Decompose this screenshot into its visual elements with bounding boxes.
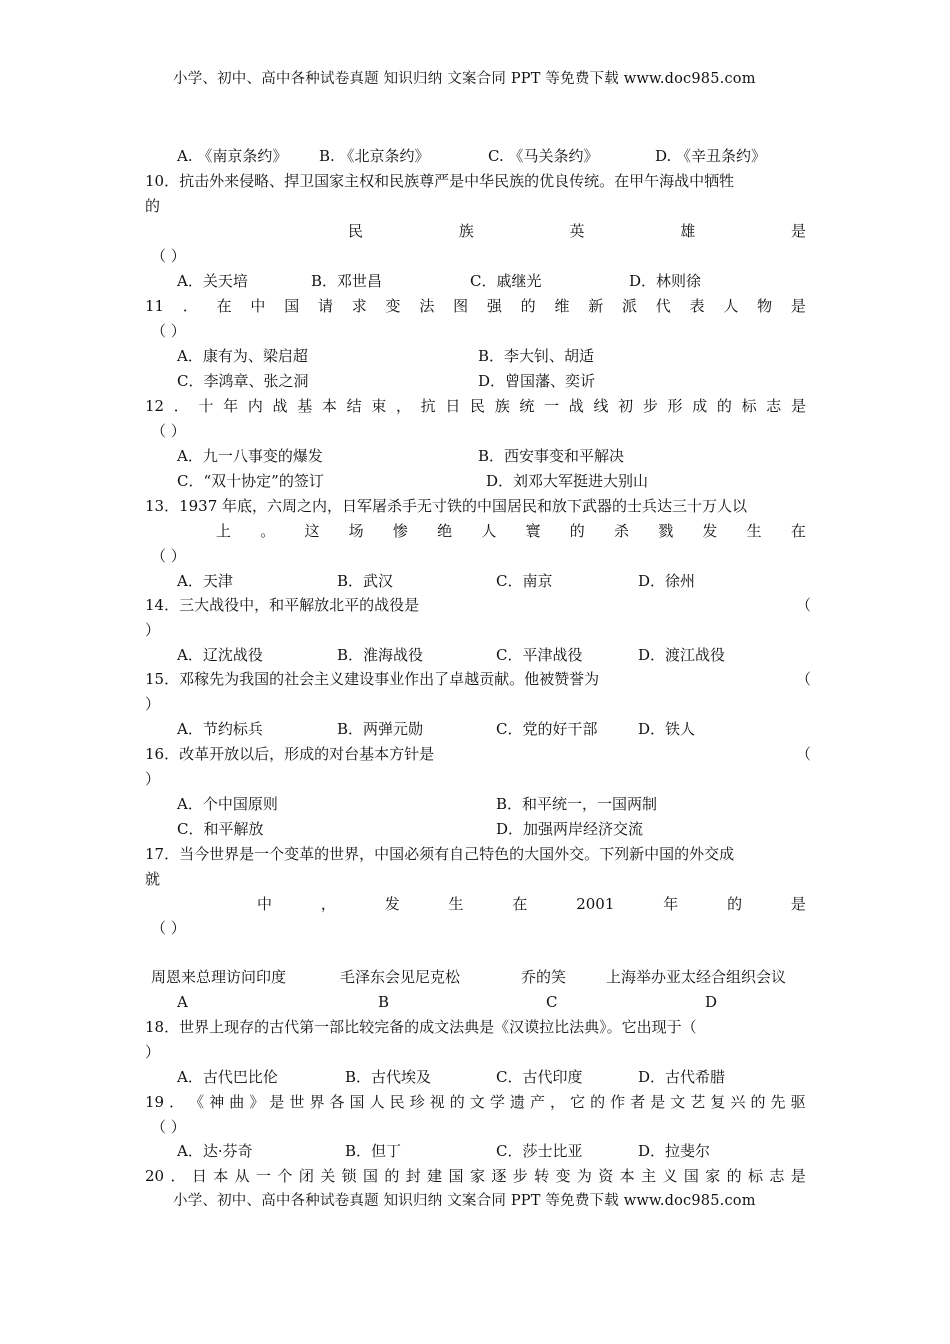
- spread-char: 表: [689, 297, 705, 315]
- spread-char: 产: [529, 1093, 545, 1111]
- q17-caption-b: 毛泽东会见尼克松: [340, 968, 461, 986]
- spread-char: 驱: [790, 1093, 806, 1111]
- spread-char: 在: [790, 522, 806, 540]
- q14-paren-close: ）: [145, 621, 161, 639]
- spread-char: 年: [663, 895, 679, 913]
- q13-answer-paren: （ ）: [151, 547, 186, 565]
- spread-char: 的: [716, 397, 732, 415]
- spread-char: 闭: [298, 1167, 314, 1185]
- spread-char: 从: [234, 1167, 250, 1185]
- q16-option-a: A．个中国原则: [177, 795, 278, 813]
- q12-stem: [145, 397, 806, 415]
- q11-option-a: A．康有为、梁启超: [177, 347, 308, 365]
- spread-char: 家: [469, 1167, 485, 1185]
- spread-char: 变: [555, 1167, 571, 1185]
- spread-char: 标: [748, 1167, 764, 1185]
- spread-char: 的: [727, 895, 743, 913]
- spread-char: 》: [249, 1093, 265, 1111]
- q11-stem: [145, 297, 806, 315]
- spread-char: 战: [272, 397, 288, 415]
- spread-char: ．: [170, 1167, 186, 1185]
- spread-char: ．: [169, 1093, 185, 1111]
- q16-stem: 16．改革开放以后，形成的对台基本方针是: [145, 745, 435, 763]
- spread-char: 逐: [491, 1167, 507, 1185]
- spread-char: 资: [598, 1167, 614, 1185]
- q17-caption-c: 乔的笑: [521, 968, 567, 986]
- q19-option-b: B．但丁: [345, 1142, 402, 1160]
- q9-option-d: D. 《辛丑条约》: [655, 147, 767, 165]
- q18-option-a: A．古代巴比伦: [177, 1068, 278, 1086]
- q12-option-a: A．九一八事变的爆发: [177, 447, 323, 465]
- spread-char: 作: [610, 1093, 626, 1111]
- spread-char: 兴: [730, 1093, 746, 1111]
- spread-char: 民: [348, 222, 364, 240]
- spread-char: 请: [317, 297, 333, 315]
- spread-char: 统: [519, 397, 535, 415]
- spread-char: 神: [209, 1093, 225, 1111]
- spread-char: 19: [145, 1093, 165, 1111]
- spread-char: 抗: [420, 397, 436, 415]
- spread-char: 各: [329, 1093, 345, 1111]
- spread-char: 2001: [576, 895, 615, 913]
- spread-char: 结: [346, 397, 362, 415]
- spread-char: 文: [469, 1093, 485, 1111]
- q17-letter-b: B: [378, 993, 390, 1011]
- spread-char: 是: [790, 1167, 806, 1185]
- q12-option-d: D．刘邓大军挺进大别山: [486, 472, 649, 490]
- spread-char: 转: [534, 1167, 550, 1185]
- q19-option-a: A．达·芬奇: [177, 1142, 253, 1160]
- q13-option-b: B．武汉: [337, 572, 394, 590]
- q10-option-d: D．林则徐: [629, 272, 702, 290]
- spread-char: 家: [705, 1167, 721, 1185]
- spread-char: 民: [470, 397, 486, 415]
- spread-char: 它: [570, 1093, 586, 1111]
- spread-char: ．: [182, 297, 198, 315]
- spread-char: 束: [371, 397, 387, 415]
- q14-option-d: D．渡江战役: [638, 646, 726, 664]
- q15-paren-close: ）: [145, 695, 161, 713]
- q17-letter-a: A: [177, 993, 188, 1011]
- q10-answer-paren: （ ）: [151, 247, 186, 265]
- q10-stem-line2: 的: [145, 197, 161, 215]
- spread-char: 内: [247, 397, 263, 415]
- spread-char: 国: [448, 1167, 464, 1185]
- q16-option-c: C．和平解放: [177, 820, 264, 838]
- q17-stem-line3: [257, 895, 806, 913]
- q14-option-b: B．淮海战役: [337, 646, 424, 664]
- spread-char: ，: [320, 895, 336, 913]
- q19-option-c: C．莎士比亚: [496, 1142, 583, 1160]
- spread-char: 国: [284, 297, 300, 315]
- spread-char: 图: [453, 297, 469, 315]
- spread-char: ，: [395, 397, 411, 415]
- spread-char: 步: [512, 1167, 528, 1185]
- spread-char: 族: [494, 397, 510, 415]
- q18-stem: 18．世界上现存的古代第一部比较完备的成文法典是《汉谟拉比法典》。它出现于（: [145, 1018, 697, 1036]
- spread-char: 学: [489, 1093, 505, 1111]
- q17-caption-a: 周恩来总理访问印度: [151, 968, 287, 986]
- spread-char: 的: [449, 1093, 465, 1111]
- spread-char: 志: [766, 397, 782, 415]
- spread-char: 这: [304, 522, 320, 540]
- spread-char: 新: [588, 297, 604, 315]
- q14-stem: 14．三大战役中，和平解放北平的战役是: [145, 596, 420, 614]
- q15-paren-open: （: [796, 670, 812, 688]
- spread-char: 关: [320, 1167, 336, 1185]
- q10-stem-line1: 10．抗击外来侵略、捍卫国家主权和民族尊严是中华民族的优良传统。在甲午海战中牺牲: [145, 172, 735, 190]
- spread-char: 标: [741, 397, 757, 415]
- q15-option-b: B．两弹元勋: [337, 720, 424, 738]
- q11-option-d: D．曾国藩、奕䜣: [478, 372, 596, 390]
- spread-char: 代: [655, 297, 671, 315]
- spread-char: 先: [770, 1093, 786, 1111]
- spread-char: 是: [790, 397, 806, 415]
- spread-char: 求: [351, 297, 367, 315]
- spread-char: 中: [250, 297, 266, 315]
- spread-char: 生: [746, 522, 762, 540]
- spread-char: 20: [145, 1167, 165, 1185]
- spread-char: 发: [384, 895, 400, 913]
- q17-stem-line2: 就: [145, 870, 161, 888]
- spread-char: 强: [486, 297, 502, 315]
- spread-char: 战: [568, 397, 584, 415]
- spread-char: 民: [389, 1093, 405, 1111]
- q13-option-d: D．徐州: [638, 572, 696, 590]
- spread-char: 成: [692, 397, 708, 415]
- spread-char: 基: [297, 397, 313, 415]
- spread-char: 主: [641, 1167, 657, 1185]
- q16-option-d: D．加强两岸经济交流: [496, 820, 644, 838]
- q14-paren-open: （: [796, 596, 812, 614]
- spread-char: 为: [576, 1167, 592, 1185]
- q10-option-b: B．邓世昌: [311, 272, 383, 290]
- page-footer: 小学、初中、高中各种试卷真题 知识归纳 文案合同 PPT 等免费下载 www.doc985.com: [173, 1193, 756, 1209]
- spread-char: 文: [670, 1093, 686, 1111]
- q18-paren-close: ）: [145, 1043, 161, 1061]
- q13-option-a: A．天津: [177, 572, 233, 590]
- q15-stem: 15．邓稼先为我国的社会主义建设事业作出了卓越贡献。他被赞誉为: [145, 670, 600, 688]
- spread-char: 的: [569, 522, 585, 540]
- spread-char: 界: [309, 1093, 325, 1111]
- q13-option-c: C．南京: [496, 572, 553, 590]
- spread-char: 变: [385, 297, 401, 315]
- q15-option-c: C．党的好干部: [496, 720, 598, 738]
- spread-char: 英: [569, 222, 585, 240]
- spread-char: 本: [213, 1167, 229, 1185]
- spread-char: 维: [554, 297, 570, 315]
- spread-char: 11: [145, 297, 165, 315]
- spread-char: 物: [757, 297, 773, 315]
- spread-char: 人: [481, 522, 497, 540]
- q19-answer-paren: （ ）: [151, 1118, 186, 1136]
- spread-char: 者: [630, 1093, 646, 1111]
- spread-char: 本: [619, 1167, 635, 1185]
- spread-char: 国: [362, 1167, 378, 1185]
- spread-char: 上: [216, 522, 232, 540]
- spread-char: 生: [448, 895, 464, 913]
- q12-option-c: C．“双十协定”的签订: [177, 472, 324, 490]
- q14-option-c: C．平津战役: [496, 646, 583, 664]
- spread-char: 世: [289, 1093, 305, 1111]
- spread-char: 遗: [509, 1093, 525, 1111]
- spread-char: 雄: [680, 222, 696, 240]
- page-header: 小学、初中、高中各种试卷真题 知识归纳 文案合同 PPT 等免费下载 www.doc985.com: [173, 71, 756, 87]
- q10-option-a: A．关天培: [177, 272, 248, 290]
- q18-option-c: C．古代印度: [496, 1068, 583, 1086]
- spread-char: ．: [173, 397, 189, 415]
- q19-option-d: D．拉斐尔: [638, 1142, 711, 1160]
- q9-option-c: C. 《马关条约》: [488, 147, 599, 165]
- q16-paren-open: （: [796, 745, 812, 763]
- spread-char: 一: [544, 397, 560, 415]
- q12-option-b: B．西安事变和平解决: [478, 447, 625, 465]
- spread-char: 12: [145, 397, 165, 415]
- spread-char: 《: [189, 1093, 205, 1111]
- spread-char: 个: [277, 1167, 293, 1185]
- q13-stem-line1: 13．1937 年底，六周之内，日军屠杀手无寸铁的中国居民和放下武器的士兵达三十万人以: [145, 497, 748, 515]
- q11-answer-paren: （ ）: [151, 322, 186, 340]
- spread-char: 义: [662, 1167, 678, 1185]
- q17-caption-d: 上海举办亚太经合组织会议: [606, 968, 787, 986]
- spread-char: 。: [260, 522, 276, 540]
- q18-option-d: D．古代希腊: [638, 1068, 726, 1086]
- spread-char: 十: [198, 397, 214, 415]
- spread-char: 步: [642, 397, 658, 415]
- q17-stem-line1: 17．当今世界是一个变革的世界，中国必须有自己特色的大国外交。下列新中国的外交成: [145, 845, 735, 863]
- spread-char: 杀: [613, 522, 629, 540]
- q14-option-a: A．辽沈战役: [177, 646, 263, 664]
- q9-option-b: B. 《北京条约》: [319, 147, 430, 165]
- spread-char: 法: [419, 297, 435, 315]
- spread-char: 年: [223, 397, 239, 415]
- spread-char: 是: [790, 895, 806, 913]
- spread-char: 是: [790, 297, 806, 315]
- spread-char: 艺: [690, 1093, 706, 1111]
- q19-stem: [145, 1093, 806, 1111]
- spread-char: 志: [769, 1167, 785, 1185]
- spread-char: 形: [667, 397, 683, 415]
- spread-char: 人: [369, 1093, 385, 1111]
- spread-char: 封: [405, 1167, 421, 1185]
- q16-option-b: B．和平统一，一国两制: [496, 795, 658, 813]
- q16-paren-close: ）: [145, 770, 161, 788]
- spread-char: 国: [683, 1167, 699, 1185]
- spread-char: 的: [520, 297, 536, 315]
- spread-char: 视: [429, 1093, 445, 1111]
- q12-answer-paren: （ ）: [151, 422, 186, 440]
- spread-char: 的: [726, 1167, 742, 1185]
- spread-char: 在: [512, 895, 528, 913]
- spread-char: 锁: [341, 1167, 357, 1185]
- spread-char: 人: [723, 297, 739, 315]
- q18-option-b: B．古代埃及: [345, 1068, 432, 1086]
- q11-option-c: C．李鸿章、张之洞: [177, 372, 309, 390]
- q9-option-a: A. 《南京条约》: [177, 147, 288, 165]
- spread-char: 中: [257, 895, 273, 913]
- q11-option-b: B．李大钊、胡适: [478, 347, 595, 365]
- spread-char: 惨: [392, 522, 408, 540]
- q20-stem: [145, 1167, 806, 1185]
- spread-char: 建: [427, 1167, 443, 1185]
- spread-char: 线: [593, 397, 609, 415]
- spread-char: 场: [348, 522, 364, 540]
- spread-char: 派: [622, 297, 638, 315]
- spread-char: 珍: [409, 1093, 425, 1111]
- spread-char: 日: [445, 397, 461, 415]
- spread-char: 是: [269, 1093, 285, 1111]
- spread-char: 复: [710, 1093, 726, 1111]
- q17-answer-paren: （ ）: [151, 919, 186, 937]
- spread-char: 曲: [229, 1093, 245, 1111]
- spread-char: 的: [384, 1167, 400, 1185]
- spread-char: 国: [349, 1093, 365, 1111]
- q15-option-d: D．铁人: [638, 720, 696, 738]
- q10-stem-line3: [348, 222, 806, 240]
- q15-option-a: A．节约标兵: [177, 720, 263, 738]
- spread-char: 一: [256, 1167, 272, 1185]
- spread-char: 日: [191, 1167, 207, 1185]
- spread-char: 绝: [437, 522, 453, 540]
- spread-char: ，: [550, 1093, 566, 1111]
- spread-char: 是: [790, 222, 806, 240]
- spread-char: 戮: [658, 522, 674, 540]
- spread-char: 族: [458, 222, 474, 240]
- spread-char: 本: [321, 397, 337, 415]
- spread-char: 发: [702, 522, 718, 540]
- spread-char: 的: [750, 1093, 766, 1111]
- spread-char: 是: [650, 1093, 666, 1111]
- q13-stem-line2: [216, 522, 806, 540]
- spread-char: 的: [590, 1093, 606, 1111]
- spread-char: 寰: [525, 522, 541, 540]
- spread-char: 在: [216, 297, 232, 315]
- spread-char: 初: [618, 397, 634, 415]
- q17-letter-c: C: [546, 993, 558, 1011]
- q17-letter-d: D: [705, 993, 718, 1011]
- q10-option-c: C．戚继光: [470, 272, 542, 290]
